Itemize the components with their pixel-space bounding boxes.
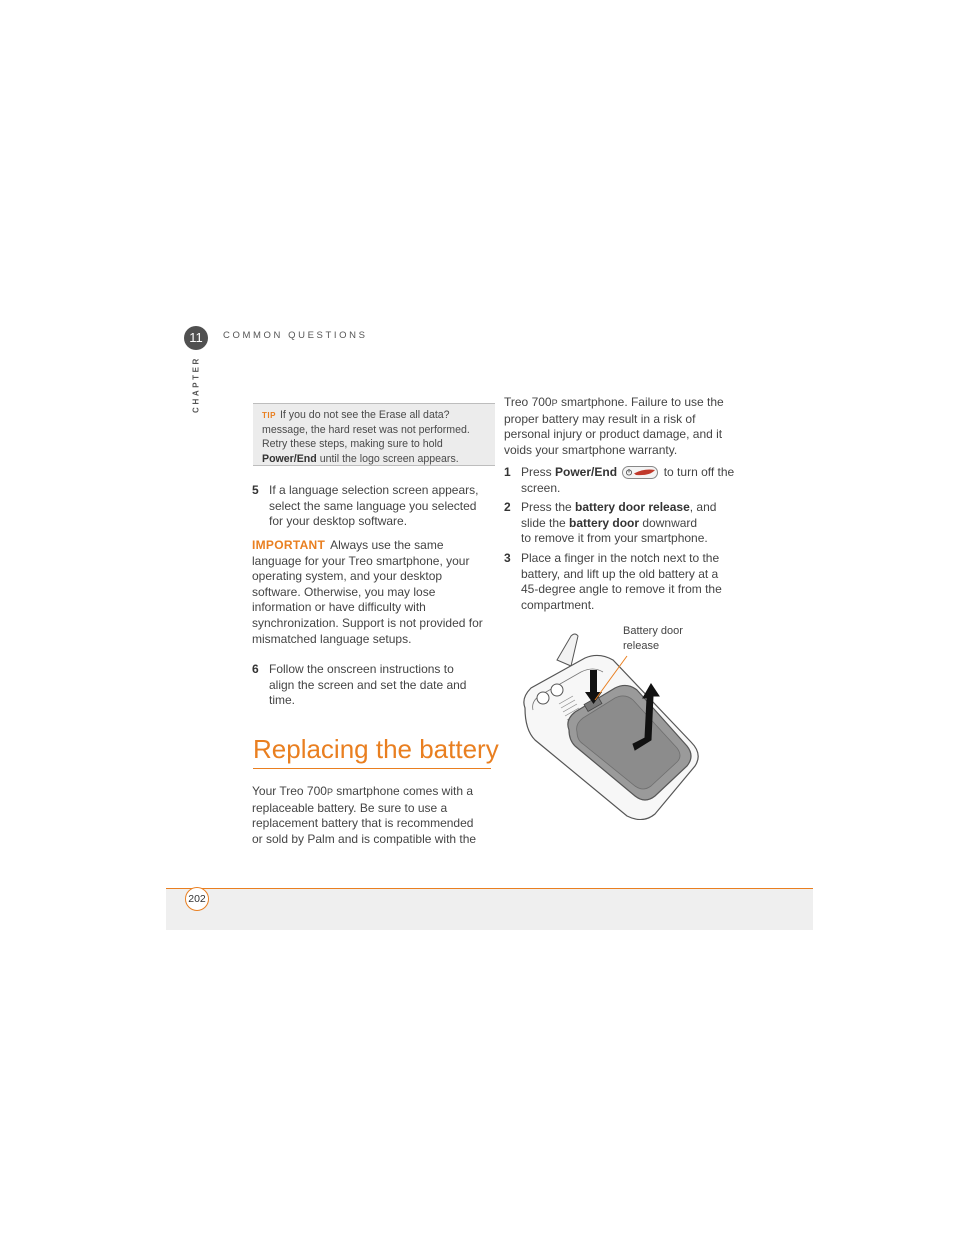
step-line: select the same language you selected [269,498,477,513]
intro-line: replaceable battery. Be sure to use a [252,800,448,815]
cont-line: proper battery may result in a risk of [504,411,696,426]
step-text: downward [639,515,698,530]
tip-line: If you do not see the Erase all data? [279,409,450,421]
cont-line: personal injury or product damage, and it [504,427,723,442]
intro-continuation [504,395,749,458]
footer-rule [166,888,813,889]
model-suffix: P [326,787,333,797]
tip-label: TIP [262,411,276,420]
battery-removal-illustration [515,630,715,820]
intro-line: or sold by Palm and is compatible with the [252,831,477,846]
step-text: Press [521,465,556,479]
antenna-shape [557,634,578,666]
step-line: to remove it from your smartphone. [521,531,708,546]
intro-text: smartphone comes with a [332,784,474,798]
important-label: IMPORTANT [252,538,326,552]
important-line: operating system, and your desktop [252,569,443,584]
section-intro [252,784,497,847]
step-text: Press the [521,500,576,514]
battery-door-release-callout [623,624,723,653]
step-text: slide the [521,515,570,530]
model-suffix: P [551,398,558,408]
intro-text: Your Treo 700 [252,784,327,798]
important-line: synchronization. Support is not provided for [252,615,483,630]
section-title: Replacing the battery [253,734,499,764]
important-line: software. Otherwise, you may lose [252,584,436,599]
callout-line: release [623,639,660,652]
important-line: mismatched language setups. [252,631,412,646]
step-text: to turn off the [663,465,735,479]
step-line: Place a finger in the notch next to the [521,551,720,565]
important-note [252,538,497,647]
tip-line: message, the hard reset was not performed. [262,424,470,437]
step-3 [504,551,766,613]
footer-band [166,889,813,930]
step-line: for your desktop software. [269,514,408,529]
step-line: align the screen and set the date and [269,677,467,692]
tip-line: until the logo screen appears. [316,452,459,465]
section-rule [253,768,491,769]
chapter-title: COMMON QUESTIONS [223,330,368,341]
step-line: If a language selection screen appears, [269,483,479,497]
step-number: 3 [504,551,511,565]
step-line: Follow the onscreen instructions to [269,662,454,676]
cont-text: Treo 700 [504,395,552,409]
step-number: 1 [504,465,511,479]
step-bold-term: battery door [569,515,640,530]
step-bold-key: Power/End [555,465,618,479]
step-line: screen. [521,480,561,495]
step-2 [504,500,766,547]
chapter-vertical-label: CHAPTER [191,356,201,413]
important-line: information or have difficulty with [252,600,426,615]
step-number: 2 [504,500,511,514]
power-end-key-icon [622,466,658,479]
step-6 [252,662,509,709]
tip-line: Retry these steps, making sure to hold [262,438,443,451]
tip-bold-key: Power/End [262,452,317,465]
step-line: 45-degree angle to remove it from the [521,582,722,597]
page-number: 202 [185,887,209,911]
step-5 [252,483,509,530]
step-number: 6 [252,662,259,676]
cont-line: voids your smartphone warranty. [504,442,678,457]
step-bold-term: battery door release [575,500,690,514]
important-line: language for your Treo smartphone, your [252,553,470,568]
step-number: 5 [252,483,259,497]
chapter-number-badge: 11 [184,326,208,350]
intro-line: replacement battery that is recommended [252,816,474,831]
important-line: Always use the same [330,538,444,552]
cont-text: smartphone. Failure to use the [557,395,724,409]
step-line: compartment. [521,597,595,612]
step-line: battery, and lift up the old battery at a [521,566,719,581]
step-1 [504,465,766,496]
callout-line: Battery door [623,625,683,637]
step-line: time. [269,693,296,708]
step-text: , and [689,500,717,514]
tip-box [253,403,495,466]
